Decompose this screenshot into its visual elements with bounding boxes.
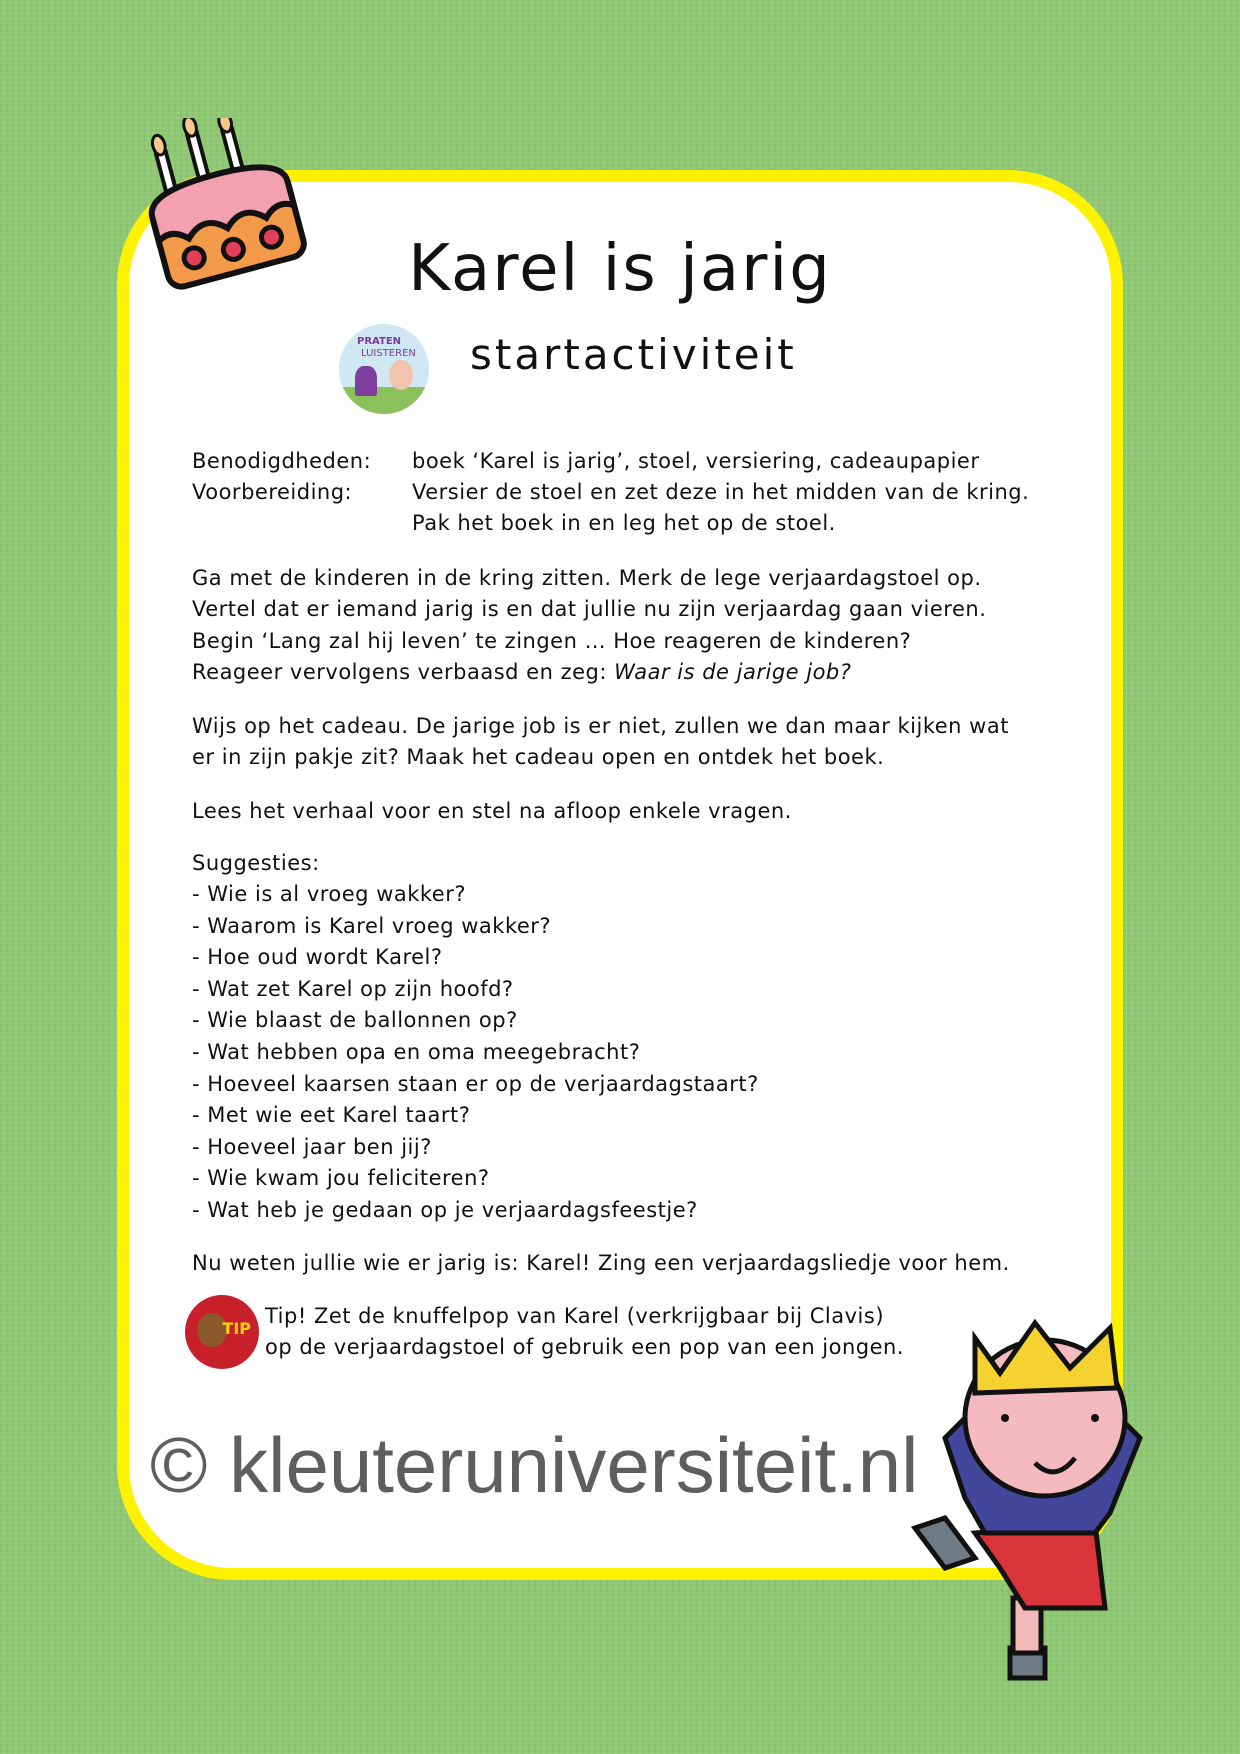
paragraph-line: Ga met de kinderen in de kring zitten. Merk de lege verjaardagstoel op. [192,566,982,590]
preparation-label: Voorbereiding: [192,480,353,504]
page-subtitle: startactiviteit [470,330,797,379]
suggestion-item: - Wat zet Karel op zijn hoofd? [192,976,514,1001]
suggestion-item: - Wat heb je gedaan op je verjaardagsfeestje? [192,1198,698,1222]
suggestion-item: - Wie is al vroeg wakker? [192,882,467,906]
paragraph-line: Reageer vervolgens verbaasd en zeg: Waar is de jarige job? [192,660,852,684]
paragraph-line: Vertel dat er iemand jarig is en dat jullie nu zijn verjaardag gaan vieren. [192,597,987,621]
materials-value: boek ‘Karel is jarig’, stoel, versiering, cadeaupapier [412,449,980,473]
suggestion-item: - Wat hebben opa en oma meegebracht? [192,1040,641,1064]
suggestions-label: Suggesties: [192,851,320,875]
suggestion-item: - Met wie eet Karel taart? [192,1103,471,1128]
paragraph-line: Lees het verhaal voor en stel na afloop enkele vragen. [192,799,792,823]
watermark: © kleuteruniversiteit.nl [150,1421,919,1509]
karel-illustration [905,1318,1175,1688]
preparation-line: Pak het boek in en leg het op de stoel. [412,511,836,535]
paragraph-line: er in zijn pakje zit? Maak het cadeau open en ontdek het boek. [192,745,885,769]
suggestion-item: - Waarom is Karel vroeg wakker? [192,913,552,938]
suggestion-item: - Hoeveel jaar ben jij? [192,1134,432,1159]
paragraph-line: Begin ‘Lang zal hij leven’ te zingen … Hoe reageren de kinderen? [192,629,912,653]
praten-luisteren-logo: PRATEN LUISTEREN [339,324,429,414]
suggestion-item: - Hoeveel kaarsen staan er op de verjaardagstaart? [192,1071,759,1096]
tip-line: Tip! Zet de knuffelpop van Karel (verkrijgbaar bij Clavis) [265,1304,885,1328]
preparation-line: Versier de stoel en zet deze in het midden van de kring. [412,480,1030,504]
paragraph-line: Wijs op het cadeau. De jarige job is er niet, zullen we dan maar kijken wat [192,714,1009,738]
closing-line: Nu weten jullie wie er jarig is: Karel! Zing een verjaardagsliedje voor hem. [192,1251,1010,1275]
suggestion-item: - Hoe oud wordt Karel? [192,945,443,970]
suggestion-item: - Wie blaast de ballonnen op? [192,1008,518,1033]
tip-icon: TIP [185,1295,259,1369]
quote-italic: Waar is de jarige job? [614,660,852,684]
materials-label: Benodigdheden: [192,449,372,473]
suggestion-item: - Wie kwam jou feliciteren? [192,1166,490,1191]
page-title: Karel is jarig [408,232,832,306]
tip-line: op de verjaardagstoel of gebruik een pop van een jongen. [265,1335,905,1359]
